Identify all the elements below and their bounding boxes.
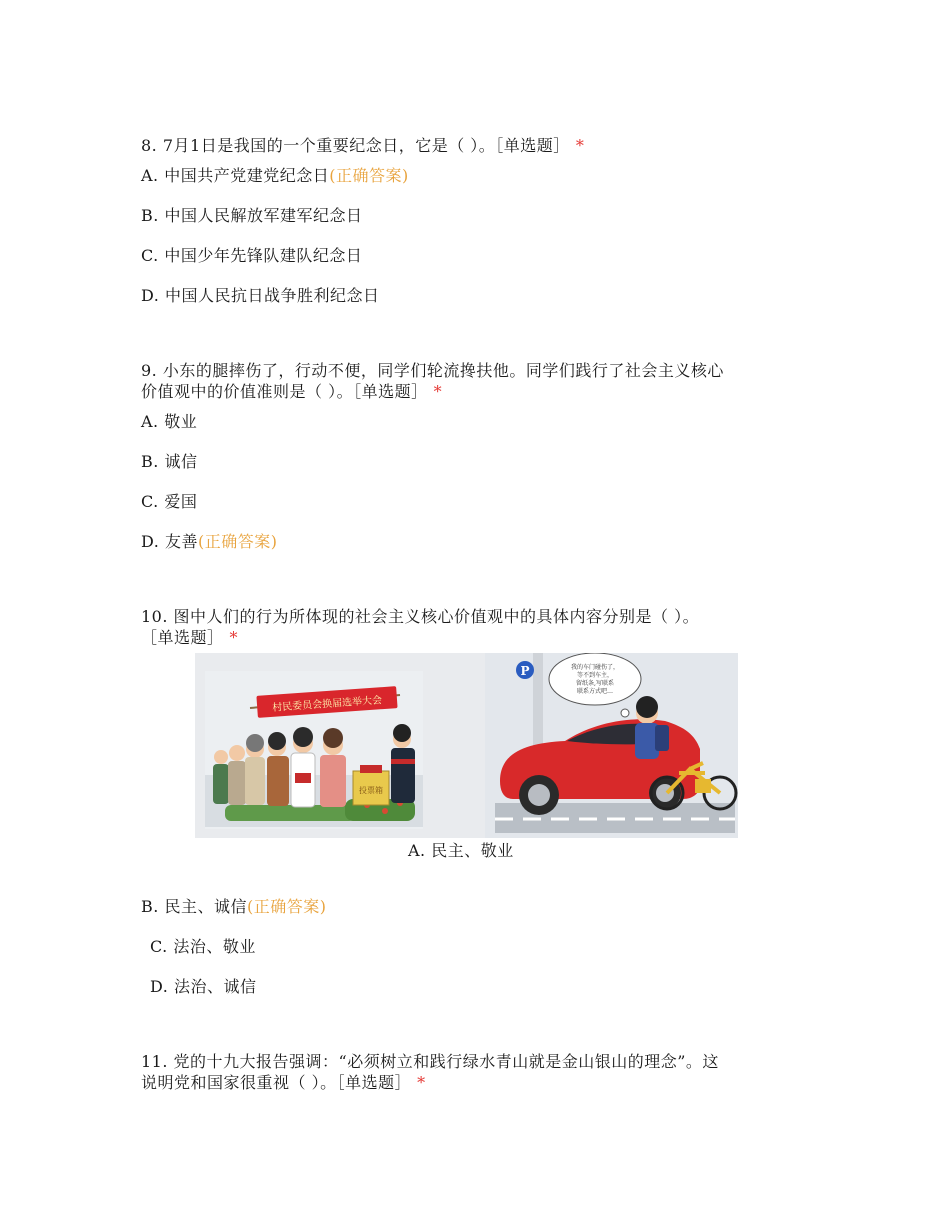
option-text: 民主、诚信 [164,897,247,916]
option-text: 法治、诚信 [173,977,257,996]
required-marker: * [575,136,585,155]
option-text: 中国人民抗日战争胜利纪念日 [164,286,380,305]
question-number: 9. [141,361,158,380]
bubble-line-1: 我的车门碰伤了， [570,664,620,671]
option-9-c [141,492,197,512]
parking-sign-text: P [520,664,530,678]
question-text: 图中人们的行为所体现的社会主义核心价值观中的具体内容分别是（ ）。 [173,607,700,626]
option-9-d [141,532,277,552]
correct-answer-tag: (正确答案) [246,897,327,916]
option-text: 法治、敬业 [173,937,256,956]
option-letter: D. [150,977,169,996]
option-text: 中国少年先锋队建队纪念日 [164,246,363,265]
option-8-d [141,286,379,306]
option-letter: A. [408,841,426,860]
option-9-b [141,452,197,472]
ballot-box-label: 投票箱 [359,786,383,795]
question-9-title [141,361,724,381]
question-text: ［单选题］ [141,628,224,647]
option-10-d [150,977,256,997]
option-text: 诚信 [164,452,198,471]
question-11-title [141,1052,719,1072]
option-8-b [141,206,362,226]
option-text: 中国人民解放军建军纪念日 [164,206,363,225]
correct-answer-tag: (正确答案) [197,532,278,551]
option-9-a [141,412,197,432]
question-text: 价值观中的价值准则是（ ）。［单选题］ [141,382,428,401]
option-text: 中国共产党建党纪念日 [164,166,330,185]
option-text: 民主、敬业 [431,841,514,860]
option-letter: A. [141,412,159,431]
question-9-title-cont [141,382,442,402]
option-letter: A. [141,166,159,185]
option-8-a [141,166,409,186]
option-text: 爱国 [164,492,198,511]
question-text: 党的十九大报告强调：“必须树立和践行绿水青山就是金山银山的理念”。这 [173,1052,719,1071]
required-marker: * [433,382,443,401]
option-letter: C. [141,246,159,265]
correct-answer-tag: (正确答案) [329,166,409,185]
option-letter: B. [141,206,159,225]
option-10-b [141,897,326,917]
question-8-title [141,136,584,156]
option-text: 友善 [164,532,198,551]
option-10-a [408,841,514,861]
option-letter: C. [150,937,168,956]
question-10-title-cont [141,628,238,648]
question-text: 小东的腿摔伤了，行动不便，同学们轮流搀扶他。同学们践行了社会主义核心 [162,361,724,380]
election-scene [205,671,423,829]
question-number: 10. [141,607,168,626]
question-10-illustration [195,653,738,838]
parking-scene [485,653,738,838]
option-letter: B. [141,897,159,916]
question-number: 8. [141,136,158,155]
option-8-c [141,246,362,266]
banner-text: 村民委员会换届选举大会 [271,695,383,714]
required-marker: * [229,628,239,647]
question-number: 11. [141,1052,168,1071]
option-letter: B. [141,452,159,471]
question-10-title [141,607,699,627]
option-text: 敬业 [164,412,198,431]
option-letter: C. [141,492,159,511]
required-marker: * [417,1073,426,1092]
bubble-line-3: 留纸条,写联系 [576,680,614,687]
option-10-c [150,937,256,957]
question-text: 7月1日是我国的一个重要纪念日，它是（ ）。［单选题］ [162,136,570,155]
option-letter: D. [141,286,160,305]
option-letter: D. [141,532,160,551]
bubble-line-4: 联系方式吧… [576,688,614,695]
question-11-title-cont [141,1073,426,1093]
bubble-line-2: 等不到车主， [576,672,614,679]
question-text: 说明党和国家很重视（ ）。［单选题］ [141,1073,412,1092]
